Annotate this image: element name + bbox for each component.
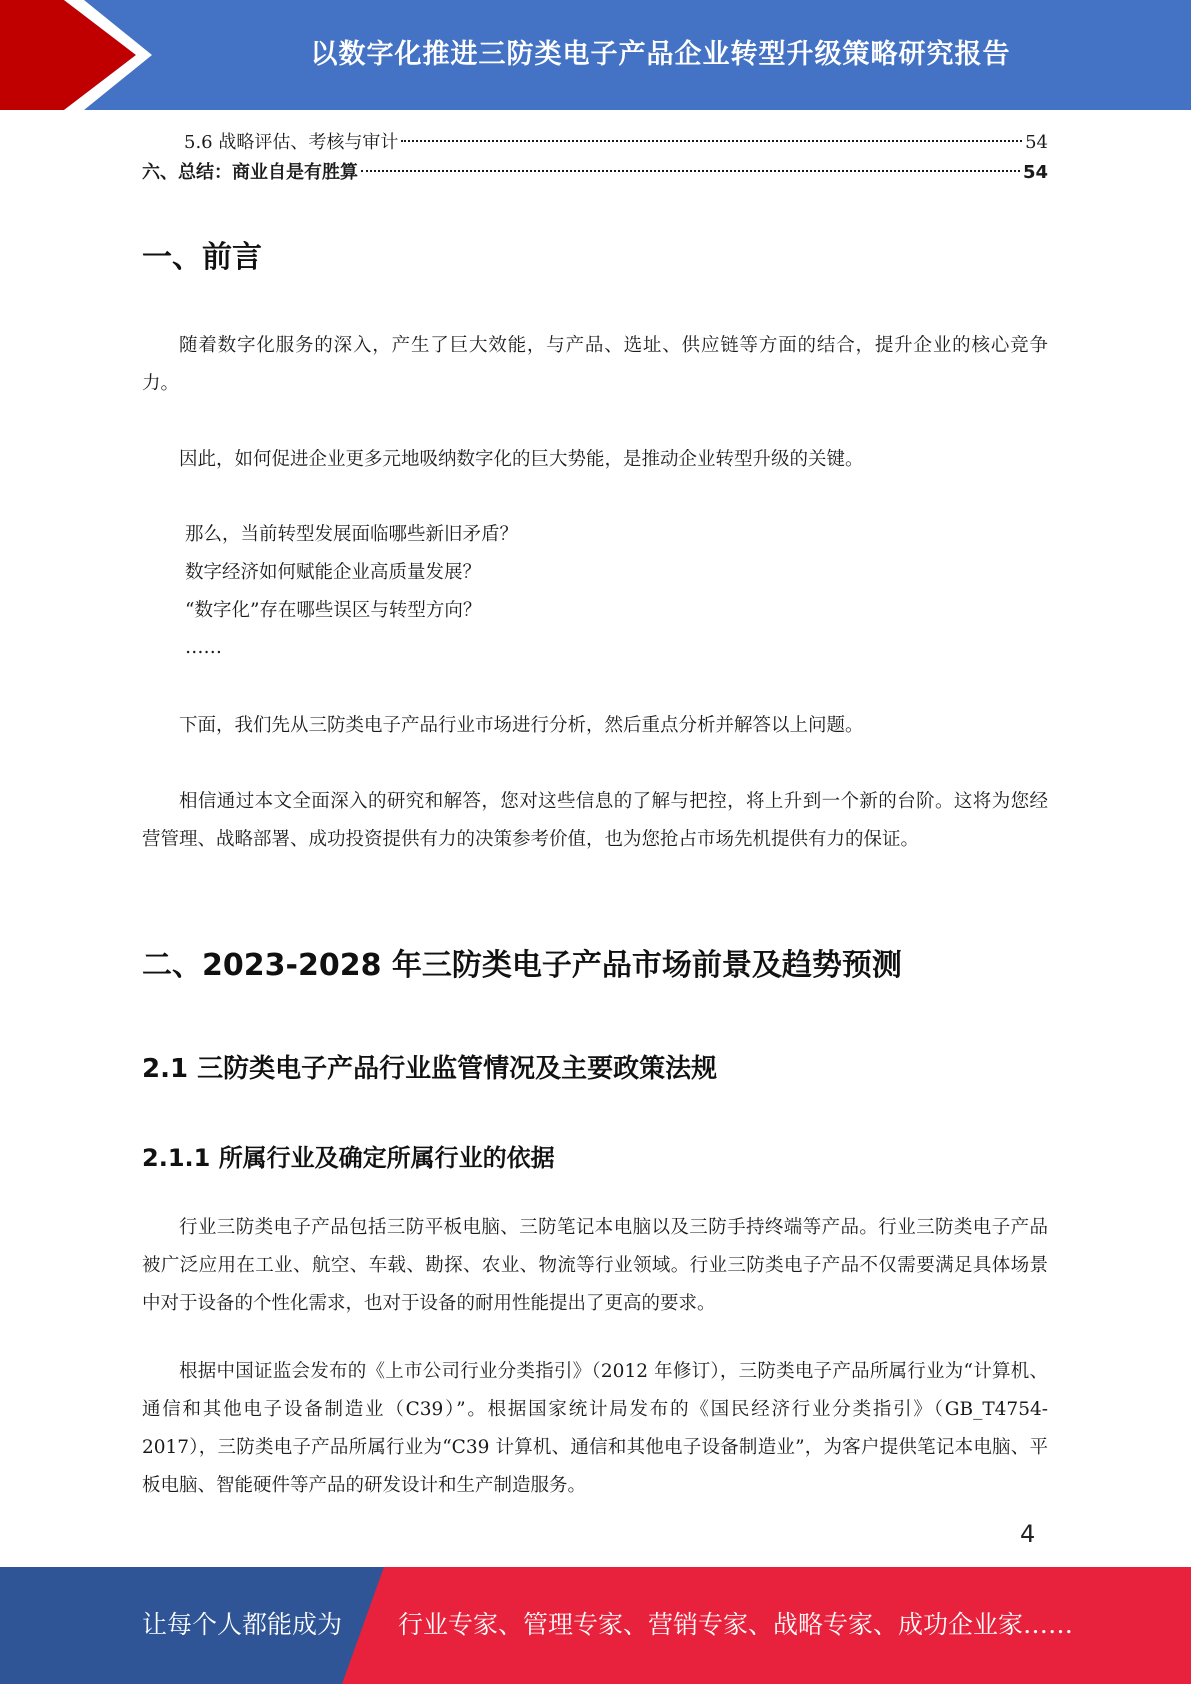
toc-entry[interactable]	[142, 128, 1048, 158]
toc-entry-page: 54	[1022, 162, 1048, 183]
ellipsis-line: ……	[185, 637, 222, 658]
table-of-contents	[142, 128, 1048, 188]
chapter-heading: 二、2023-2028 年三防类电子产品市场前景及趋势预测	[142, 948, 902, 983]
subsubsection-heading: 2.1.1 所属行业及确定所属行业的依据	[142, 1144, 555, 1172]
report-title: 以数字化推进三防类电子产品企业转型升级策略研究报告	[310, 39, 1011, 70]
subsection-heading: 2.1 三防类电子产品行业监管情况及主要政策法规	[142, 1054, 718, 1084]
section-heading-preface: 一、前言	[142, 240, 262, 275]
footer-slogan-right: 行业专家、管理专家、营销专家、战略专家、成功企业家……	[398, 1610, 1074, 1639]
paragraph: 根据中国证监会发布的《上市公司行业分类指引》（2012 年修订），三防类电子产品所属行业为“计算机、通信和其他电子设备制造业（C39）”。根据国家统计局发布的《国民经济行业分类指引》（GB_T4754-2017），三防类电子产品所属行业为“C39 计算机、通信和其他电子设备制造业”，为客户提供笔记本电脑、平板电脑、智能硬件等产品的研发设计和生产制造服务。	[142, 1361, 1048, 1496]
question-line: 数字经济如何赋能企业高质量发展？	[185, 562, 482, 583]
paragraph: 下面，我们先从三防类电子产品行业市场进行分析，然后重点分析并解答以上问题。	[179, 715, 864, 736]
toc-leader	[401, 140, 1022, 142]
header-banner	[0, 0, 1191, 110]
paragraph: 随着数字化服务的深入，产生了巨大效能，与产品、选址、供应链等方面的结合，提升企业的核心竞争力。	[142, 335, 1048, 394]
question-line: “数字化”存在哪些误区与转型方向？	[185, 600, 482, 621]
paragraph: 因此，如何促进企业更多元地吸纳数字化的巨大势能，是推动企业转型升级的关键。	[179, 449, 864, 470]
paragraph: 相信通过本文全面深入的研究和解答，您对这些信息的了解与把控，将上升到一个新的台阶。这将为您经营管理、战略部署、成功投资提供有力的决策参考价值，也为您抢占市场先机提供有力的保证。	[142, 791, 1048, 850]
toc-entry[interactable]	[142, 158, 1048, 188]
toc-entry-title: 5.6 战略评估、考核与审计	[184, 132, 399, 153]
footer-banner	[0, 1567, 1191, 1684]
footer-slogan-left: 让每个人都能成为	[142, 1610, 343, 1639]
toc-entry-title: 六、总结：商业自是有胜算	[142, 162, 358, 183]
question-line: 那么，当前转型发展面临哪些新旧矛盾？	[185, 524, 519, 545]
toc-leader	[361, 170, 1020, 172]
page-number: 4	[1020, 1520, 1036, 1548]
toc-entry-page: 54	[1025, 132, 1048, 153]
paragraph: 行业三防类电子产品包括三防平板电脑、三防笔记本电脑以及三防手持终端等产品。行业三防类电子产品被广泛应用在工业、航空、车载、勘探、农业、物流等行业领域。行业三防类电子产品不仅需要满足具体场景中对于设备的个性化需求，也对于设备的耐用性能提出了更高的要求。	[142, 1217, 1048, 1314]
